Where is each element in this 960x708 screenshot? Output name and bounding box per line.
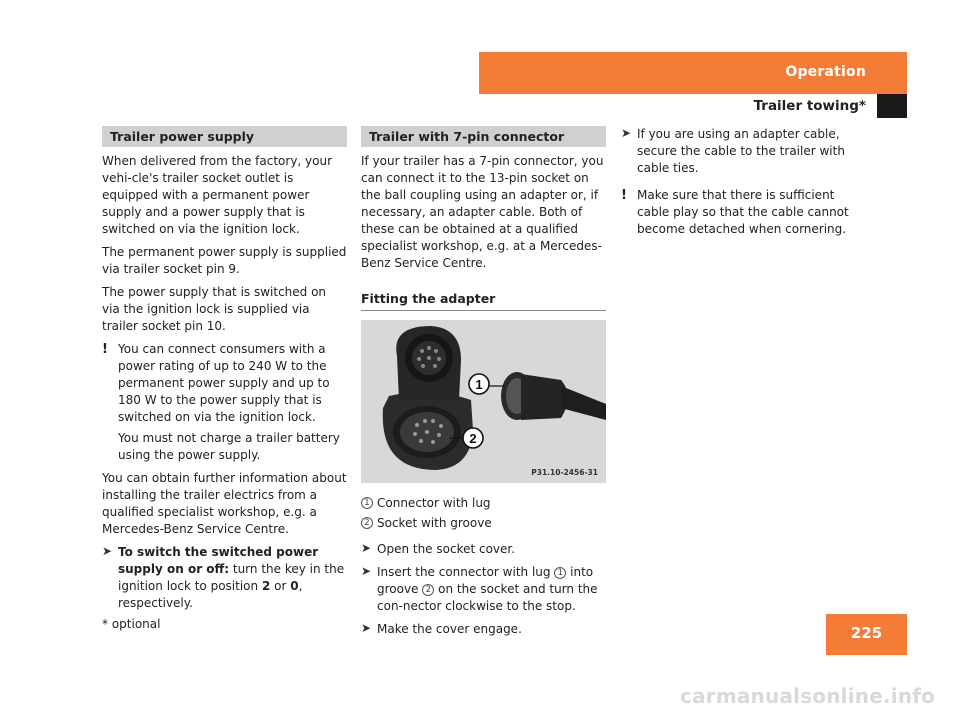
warning-text: Make sure that there is sufficient cable play so that the cable cannot become detached when cornering. <box>637 188 849 236</box>
key-position: 0 <box>290 579 299 593</box>
instruction-step <box>621 126 866 177</box>
instruction-step <box>361 564 606 615</box>
step-text: Insert the connector with lug <box>377 565 555 579</box>
inline-number: 1 <box>554 567 566 579</box>
section-tab: Operation <box>479 52 907 94</box>
legend-text: Connector with lug <box>377 496 491 510</box>
page-number: 225 <box>826 614 907 655</box>
step-text: Open the socket cover. <box>377 542 516 556</box>
step-text: If you are using an adapter cable, secure the cable to the trailer with cable ties. <box>637 127 845 175</box>
thumb-index-marker <box>877 94 907 118</box>
step-arrow-icon: ➤ <box>361 564 372 578</box>
sub-heading: Fitting the adapter <box>361 278 606 311</box>
legend-number: 1 <box>361 497 373 509</box>
step-arrow-icon: ➤ <box>102 544 113 558</box>
footnote: * optional <box>102 617 161 631</box>
section-heading: Trailer with 7-pin connector <box>361 126 606 147</box>
instruction-step <box>361 541 606 558</box>
step-text: or <box>270 579 291 593</box>
step-text: into groove <box>377 565 594 596</box>
callout-2: 2 <box>469 431 477 446</box>
column-continued <box>621 126 866 244</box>
warning-text: You must not charge a trailer battery using the power supply. <box>118 431 340 462</box>
instruction-step <box>102 544 347 612</box>
step-text: on the socket and turn the con-nector clockwise to the stop. <box>377 582 598 613</box>
callout-1: 1 <box>475 377 483 392</box>
step-text: turn the key in the ignition lock to position <box>118 562 345 593</box>
legend-text: Socket with groove <box>377 516 492 530</box>
adapter-illustration <box>361 320 606 483</box>
paragraph: You can obtain further information about installing the trailer electrics from a qualified specialist workshop, e.g. a Mercedes-Benz Service Centre. <box>102 471 347 536</box>
column-trailer-power-supply <box>102 126 347 618</box>
paragraph: If your trailer has a 7-pin connector, you can connect it to the 13-pin socket on the ball coupling using an adapter or, if necessary, an adapter cable. Both of these can be obtained at a qualified specialist workshop, e.g. at a Mercedes-Benz Service Centre. <box>361 154 604 270</box>
inline-number: 2 <box>422 584 434 596</box>
warning-text: You can connect consumers with a power rating of up to 240 W to the permanent power supply and up to 180 W to the power supply that is switched on via the ignition lock. <box>118 342 330 424</box>
legend-item <box>361 515 606 532</box>
adapter-figure <box>361 320 606 483</box>
instruction-step <box>361 621 606 638</box>
step-arrow-icon: ➤ <box>361 541 372 555</box>
step-text: Make the cover engage. <box>377 622 522 636</box>
legend-item <box>361 495 606 512</box>
section-heading: Trailer power supply <box>102 126 347 147</box>
subsection-title: Trailer towing* <box>753 98 866 114</box>
warning-note <box>102 341 347 464</box>
step-text: , respectively. <box>118 579 303 610</box>
warning-icon: ! <box>102 342 108 357</box>
column-7-pin-connector <box>361 126 606 644</box>
figure-code: P31.10-2456-31 <box>531 468 598 477</box>
paragraph: The power supply that is switched on via the ignition lock is supplied via trailer socket pin 10. <box>102 285 327 333</box>
paragraph: When delivered from the factory, your vehi-cle's trailer socket outlet is equipped with a permanent power supply and a power supply that is switched on via the ignition lock. <box>102 154 333 236</box>
paragraph: The permanent power supply is supplied via trailer socket pin 9. <box>102 245 347 276</box>
step-arrow-icon: ➤ <box>361 621 372 635</box>
warning-icon: ! <box>621 188 627 203</box>
warning-note <box>621 187 866 238</box>
step-arrow-icon: ➤ <box>621 126 632 140</box>
watermark: carmanualsonline.info <box>680 684 936 708</box>
step-label: To switch the switched power supply on or off: <box>118 545 319 576</box>
key-position: 2 <box>261 579 271 593</box>
legend-number: 2 <box>361 517 373 529</box>
